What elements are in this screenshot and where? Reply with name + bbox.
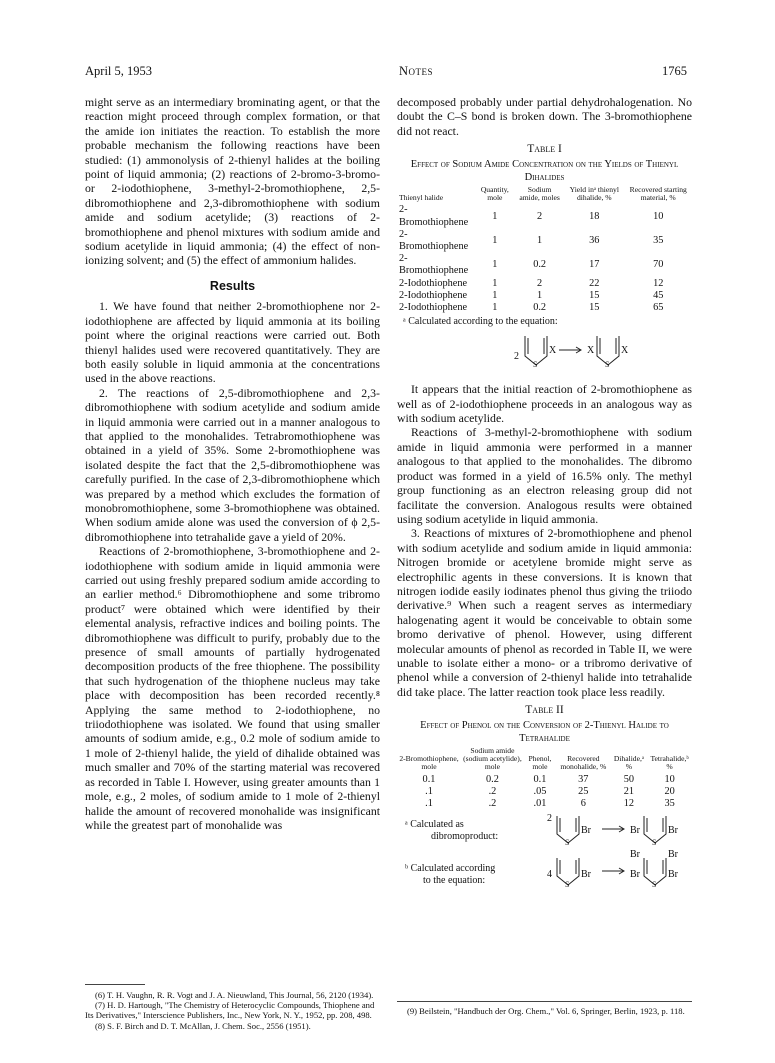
column-header: 2-Bromothiophene, mole	[399, 754, 459, 772]
table-cell: 1	[492, 302, 498, 314]
footnote: (7) H. D. Hartough, "The Chemistry of Heterocyclic Compounds, Thiophene and Its Derivatives," Interscience Publishers, Inc., New York, N. Y., 1952, pp. 208, 498.	[85, 1000, 375, 1021]
column-header: Yield inᵃ thienyl dihalide, %	[569, 184, 619, 203]
table-row	[397, 290, 692, 302]
table-cell: 0.2	[533, 302, 547, 314]
right-column	[397, 95, 692, 894]
bromine-label: Br	[630, 869, 640, 881]
table-row	[397, 774, 692, 786]
table-row	[397, 253, 692, 277]
table-cell: 15	[589, 302, 600, 314]
sulfur-label: S	[605, 360, 610, 370]
header-page-number: 1765	[662, 64, 687, 78]
sulfur-label: S	[565, 880, 570, 890]
table-cell: 2	[537, 210, 543, 222]
paragraph: decomposed probably under partial dehydrohalogenation. No doubt the C–S bond is broken down. The 3-bromothiophene did not react.	[397, 95, 692, 138]
table-cell: 1	[537, 289, 543, 301]
table-cell: 1	[492, 210, 498, 222]
equation-coefficient: 2	[514, 351, 519, 363]
table-cell: 37	[578, 773, 589, 785]
header-section: Notes	[398, 64, 434, 78]
paragraph: 3. Reactions of mixtures of 2-bromothiophene and phenol with sodium acetylide and sodium amide in liquid ammonia: Nitrogen bromide or acetylene bromide might serve as electrophilic agents in these conversions. It is known that nitrogen iodide easily iodinates phenol thus giving the triiodo derivative.⁹ When such a reagent serves as intermediary halogenating agent it would be conceivable to obtain some bromo derivative of phenol. However, using different molecular amounts of phenol as recorded in Table II, we were unable to isolate either a mono- or a tribromo derivative of phenol while a conversion of 2-thienyl halide into tetrahalide did take place. The latter reaction took place less readily.	[397, 526, 692, 699]
table-cell: 1	[492, 277, 498, 289]
table-cell: 36	[589, 234, 600, 246]
footnote-b-label: to the equation:	[423, 875, 486, 887]
footnote: (9) Beilstein, "Handbuch der Org. Chem.," Vol. 6, Springer, Berlin, 1923, p. 118.	[407, 1006, 685, 1016]
table-footnote: ᵃ Calculated according to the equation:	[403, 316, 558, 328]
table-title: Effect of Phenol on the Conversion of 2-Thienyl Halide to Tetrahalide	[420, 719, 669, 744]
column-header: Recovered monohalide, %	[560, 754, 607, 772]
left-column	[85, 95, 380, 832]
table-cell: 45	[653, 289, 664, 301]
table-row	[397, 204, 692, 228]
table-cell: 2-Iodothiophene	[399, 289, 468, 301]
footnotes-right	[397, 1006, 692, 1016]
table-title: Effect of Sodium Amide Concentration on the Yields of Thienyl Dihalides	[410, 158, 679, 183]
table-cell: 12	[623, 798, 635, 810]
bromine-label: Br	[668, 825, 678, 837]
results-heading: Results	[209, 278, 256, 293]
table-cell: 2-Bromothiophene	[399, 228, 469, 253]
footnote-rule	[397, 1001, 692, 1002]
table-cell: 1	[537, 234, 543, 246]
paragraph: Reactions of 2-bromothiophene, 3-bromothiophene and 2-iodothiophene with sodium amide in liquid ammonia were carried out using freshly prepared sodium amide according to an earlier method.⁶ Dibromothiophene and some tribromo product⁷ were obtained which were identified by their elemental analysis, refractive indices and boiling points. The dibromothiophene was difficult to purify, probably due to the presence of small amounts of partially hydrogenated decomposition products of the free thiophene. The possibility that such hydrogenation of the thiophene nucleus may take place with decomposition has been recorded recently.⁸ Applying the same method to 2-iodothiophene, no triiodothiophene was isolated. We found that using smaller amounts of sodium amide, e.g., 0.2 mole of sodium amide to 1 mole of 2-thienyl halide, the yield of dihalide obtained was much smaller and 70% of the starting material was recovered as recorded in Table I. However, using greater amounts than 1 mole, e.g., 2 moles, of sodium amide to 1 mole of 2-thienyl halide the amount of recovered monohalide was insignificant while the greatest part of monohalide was	[85, 544, 380, 832]
thiophene-equation-svg	[397, 328, 692, 372]
equation-coefficient: 2	[547, 813, 552, 825]
table-cell: 0.2	[485, 773, 499, 785]
table-label: Table II	[525, 704, 564, 717]
reaction-equation-diagram	[397, 328, 692, 372]
table-1	[397, 142, 692, 372]
table-cell: 20	[664, 786, 675, 798]
table-cell: 0.1	[422, 773, 436, 785]
table-cell: .05	[533, 786, 547, 798]
table-cell: 21	[623, 786, 635, 798]
footnote: (8) S. F. Birch and D. T. McAllan, J. Chem. Soc., 2556 (1951).	[95, 1020, 311, 1031]
bromine-label: Br	[630, 849, 640, 861]
footnote: (6) T. H. Vaughn, R. R. Vogt and J. A. Nieuwland, This Journal, 56, 2120 (1934).	[95, 990, 374, 1000]
table-cell: 2	[537, 277, 543, 289]
footnote-rule	[85, 984, 145, 985]
bromine-label: Br	[581, 869, 591, 881]
substituent-label: X	[587, 345, 595, 357]
header-date: April 5, 1953	[85, 64, 153, 78]
column-header: Dihalide,ᵃ %	[613, 754, 644, 772]
table-cell: .01	[533, 798, 547, 810]
sulfur-label: S	[652, 880, 657, 890]
sulfur-label: S	[565, 838, 570, 848]
table-label: Table I	[527, 143, 562, 156]
table-cell: 1	[492, 234, 498, 246]
column-header: Quantity, mole	[480, 184, 509, 203]
table-cell: 12	[653, 277, 664, 289]
table-row	[397, 229, 692, 253]
column-header: Tetrahalide,ᵇ %	[650, 754, 689, 772]
table-cell: 2-Bromothiophene	[399, 204, 469, 228]
bromine-label: Br	[581, 825, 591, 837]
table-cell: 1	[492, 289, 498, 301]
equation-coefficient: 4	[547, 869, 552, 881]
table-row	[397, 786, 692, 798]
table-row	[397, 302, 692, 314]
table-cell: 2-Bromothiophene	[399, 253, 469, 277]
table-cell: 10	[653, 210, 664, 222]
sulfur-label: S	[533, 360, 538, 370]
table-row	[397, 278, 692, 290]
data-table	[397, 747, 692, 811]
table-cell: 18	[589, 210, 600, 222]
table-cell: 2-Iodothiophene	[399, 302, 468, 314]
table-cell: 22	[589, 277, 600, 289]
footnote-b-label: ᵇ Calculated according	[405, 863, 496, 875]
table-cell: 10	[664, 773, 675, 785]
tetrabromo-equation-diagram	[397, 849, 692, 894]
footnote-a-label: dibromoproduct:	[431, 831, 499, 843]
bromine-label: Br	[668, 869, 678, 881]
paragraph: 2. The reactions of 2,5-dibromothiophene and 2,3-dibromothiophene with sodium acetylide and sodium amide in liquid ammonia were carried out in a manner analogous to that applied to the monohalides. Tetrabromothiophene was obtained in a yield of 35%. Some 2-bromothiophene was isolated despite the fact that the 2,5-dibromothiophene was carefully purified. In the case of 2,3-dibromothiophene which was prepared by a method which excludes the formation of monobromothiophene, some 3-bromothiophene was obtained. When sodium amide alone was used the conversion of ϕ 2,5-dibromothiophene into tetrahalide gave a yield of 20%.	[85, 385, 380, 544]
bromine-label: Br	[668, 849, 678, 861]
column-header: Phenol, mole	[528, 754, 552, 772]
table-cell: 65	[653, 302, 664, 314]
sulfur-label: S	[652, 838, 657, 848]
table-cell: 15	[589, 289, 600, 301]
substituent-label: X	[621, 345, 629, 357]
paragraph: 1. We have found that neither 2-bromothiophene nor 2-iodothiophene are affected by liquid ammonia at its boiling point where the original reactions were carried out. Both thienyl halides used were recovered quantitatively. They are both easily soluble in liquid ammonia at the concentrations used in the above reactions.	[85, 299, 380, 386]
table-cell: 25	[578, 786, 589, 798]
paragraph: It appears that the initial reaction of 2-bromothiophene as well as of 2-iodothiophene proceeds in an analogous way as with sodium acetylide.	[397, 382, 692, 426]
table-cell: 35	[664, 798, 675, 810]
table-cell: 35	[653, 234, 664, 246]
footnote-a-label: ᵃ Calculated as	[405, 819, 464, 831]
table-cell: .1	[425, 786, 433, 798]
bromine-label: Br	[630, 825, 640, 837]
column-header: Sodium amide, moles	[519, 184, 560, 203]
paragraph: Reactions of 3-methyl-2-bromothiophene with sodium amide in liquid ammonia were performed in a manner analogous to that applied to the monohalides. The dibromo product was formed in a yield of 16.5% only. The methyl group functioning as an electron releasing group did not facilitate the conversion. Analogous results were obtained using sodium acetylide in liquid ammonia.	[397, 425, 692, 526]
table-cell: 50	[623, 773, 635, 785]
table-cell: 0.1	[533, 773, 547, 785]
data-table	[397, 186, 692, 315]
table-cell: 17	[589, 259, 600, 271]
table-cell: .1	[425, 798, 433, 810]
table-2	[397, 703, 692, 894]
footnotes-left	[85, 990, 380, 1031]
column-header: Recovered starting material, %	[629, 184, 687, 203]
substituent-label: X	[549, 345, 557, 357]
table-cell: 1	[492, 259, 498, 271]
column-header: Sodium amide (sodium acetylide), mole	[463, 745, 522, 772]
paragraph: might serve as an intermediary brominating agent, or that the reaction might proceed through complex formation, or that the amide ion initiates the reaction. To establish the more probable mechanism the following reactions have been studied: (1) ammonolysis of 2-thienyl halides at the boiling point of liquid ammonia; (2) reactions of 2-bromo-3-bromo- or 2-iodothiophene, 3-methyl-2-bromothiophene, 2,5-dibromothiophene and 2,3-dibromothiophene with sodium amide and sodium acetylide; (3) reactions of 2-bromothiophene and phenol mixtures with sodium amide and sodium acetylide in liquid ammonia; (4) the effect of non-ionizing solvent; and (5) the effect of ammonium halides.	[85, 95, 380, 268]
table-cell: 6	[580, 798, 586, 810]
table-row	[397, 798, 692, 810]
column-header: Thienyl halide	[399, 193, 444, 203]
table-cell: .2	[488, 798, 497, 810]
table-cell: 2-Iodothiophene	[399, 277, 468, 289]
table-cell: .2	[488, 786, 497, 798]
table-cell: 70	[653, 259, 664, 271]
dibromo-equation-diagram	[397, 810, 692, 852]
table-cell: 0.2	[533, 259, 547, 271]
